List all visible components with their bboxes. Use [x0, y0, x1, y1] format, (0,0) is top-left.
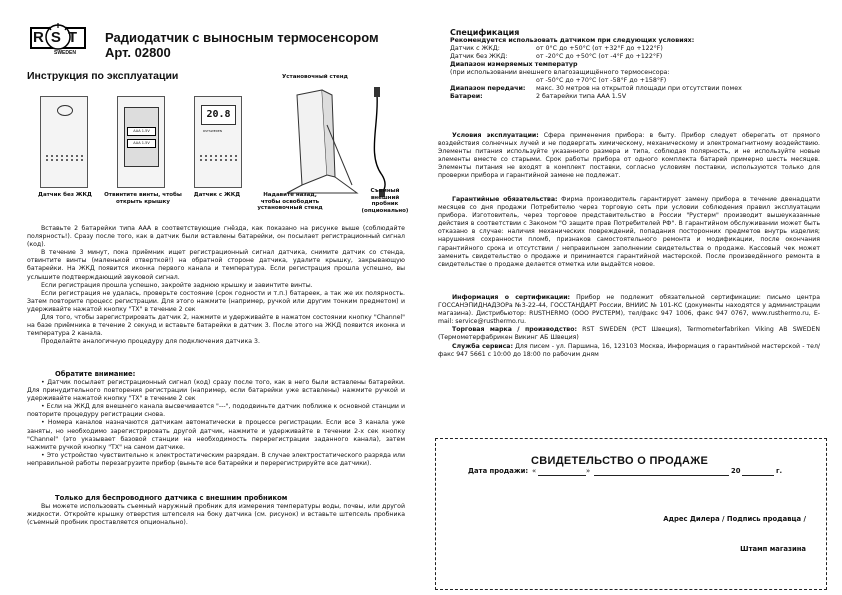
warranty-label: Гарантийные обязательства: [452, 196, 558, 203]
instructions-heading: Инструкция по эксплуатации [27, 70, 179, 82]
brand-logo [30, 20, 86, 64]
instructions-body [27, 225, 405, 346]
caption-hang: Надавите назад, чтобы освободить установочный стенд [257, 192, 323, 211]
logo-subtext: SWEDEN [54, 50, 76, 56]
spec-recommended: Рекомендуется использовать датчиком при следующих условиях: [450, 37, 695, 44]
instruction-paragraph: Для того, чтобы зарегистрировать датчик 2, нажмите и удерживайте в нажатом состоянии кнопку "Channel" на базе приёмника в течение 2 секунд и вставьте батарейки в датчик 3. После этого на ЖКД появится иконка и температура 2 канала. [27, 314, 405, 338]
quote-close: » [586, 467, 591, 475]
product-article: Арт. 02800 [105, 45, 171, 60]
spec-row: Датчик без ЖКД: от -20°C до +50°C (от -4°F до +122°F) [450, 53, 663, 60]
instruction-paragraph: Вставьте 2 батарейки типа ААА в соответствующие гнёзда, как показано на рисунке выше (соблюдайте полярность!). Сразу после того, как в датчик были вставлены батарейки, он посылает регистрационный сигнал (код). [27, 225, 405, 249]
service-label: Служба сервиса: [452, 342, 513, 350]
caption-sensor-no-lcd: Датчик без ЖКД [38, 192, 92, 198]
instruction-paragraph: В течение 3 минут, пока приёмник ищет регистрационный сигнал датчика, снимите датчик со стенда, отвинтите винты (маленькой отверткой!) на обратной стороне датчика, удалите крышку, закрывающую батарейки. На ЖКД появится иконка первого канала и температура. Если регистрация прошла успешно, вы услышите подтверждающий звуковой сигнал. [27, 249, 405, 281]
spec-block [450, 28, 830, 101]
spec-heading: Спецификация [450, 28, 520, 37]
attention-item: • Если на ЖКД для внешнего канала высвечивается "---", пододвиньте датчик поближе к основной станции и повторите процедуру регистрации снова. [27, 403, 405, 419]
sale-year-field[interactable] [742, 475, 774, 476]
certification-block [438, 294, 820, 359]
attention-item: • Это устройство чувствительно к электростатическим разрядам. В случае электростатического разряда или неправильной работы перезагрузите прибор (выньте все батарейки и перерегистрируйте все датчики). [27, 451, 405, 467]
sale-year-suffix: г. [776, 467, 783, 475]
stand-drawing [267, 85, 417, 200]
attention-item: • Датчик посылает регистрационный сигнал (код) сразу после того, как в него были вставлены батарейки. Для принудительного повторения регистрации (например, если батарейки уже вставлены) нажмите ручкой и удерживайте нажатой кнопку "TX" в течение 2 сек [27, 379, 405, 403]
sale-day-field[interactable] [538, 475, 586, 476]
attention-list [27, 379, 405, 468]
spec-range-heading: Диапазон измеряемых температур [450, 61, 578, 68]
spec-range-note: (при использовании внешнего влагозащищённого термосенсора: [450, 69, 670, 76]
service-text: Для писем - ул. Паршина, 16, 123103 Москва, Информация о гарантийной мастерской - тел/факс 947 5661 с 10:00 до 18:00 по рабочим дням [438, 342, 821, 358]
sale-month-field[interactable] [594, 475, 729, 476]
conditions-text: Сфера применения прибора: в быту. Прибор следует оберегать от прямого воздействия солнечных лучей и не подвергать химическому, механическому и электромагнитному воздействию. Элементы питания используйте указанного размера и типа, соблюдая полярность, и не используйте новые элементы вместе со старыми. Срок работы прибора от одного комплекта батарей примерно шесть месяцев. Элементы питания не входят в комплект поставки, согласно условиям поставки, используются только для проверки прибора и гарантийной замене не подлежат. [438, 132, 820, 180]
conditions-block [438, 132, 820, 181]
battery-1: AAA 1.5V [127, 127, 156, 136]
sensor-front-no-lcd [40, 96, 88, 188]
lcd-brand: RSTSWEDEN [203, 129, 223, 133]
spec-row: Диапазон передачи: макс. 30 метров на открытой площади при отсутствии помех [450, 85, 742, 92]
wireless-paragraph: Вы можете использовать съемный наружный пробник для измерения температуры воды, почвы, или другой жидкости. Откройте крышку отверстия штепселя на боку датчика (см. рисунок) и вставьте штепсель пробника (съемный пробник проставляется опционально). [27, 503, 405, 527]
conditions-label: Условия эксплуатации: [452, 132, 539, 139]
trademark-text: RST SWEDEN (РСТ Швеция), Termometerfabriken Viking AB SWEDEN (Термометерфабрикен Викинг АБ Швеция) [438, 326, 821, 342]
caption-unscrew: Отвинтите винты, чтобы открыть крышку [104, 192, 182, 205]
warranty-text: Фирма производитель гарантирует замену прибора в течение двенадцати месяцев со дня продажи Потребителю через торговую сеть при условии соблюдения правил эксплуатации прибора. Изготовитель, через торговое представительство в России "Рустерм" производит вышеуказанные действия в соответствии с Законом "О защите прав Потребителей РФ". В гарантийном обслуживании может быть отказано в случае: наличия механических повреждений, попадания посторонних предметов внутрь изделия; нарушения сохранности пломб, признаков самостоятельного ремонта и модификации, после окончания гарантийного срока и отсутствии / неправильном заполнении свидетельства о продаже. Кассовый чек может заменить свидетельство о продаже и принимается гарантийной мастерской. После произведённого ремонта в свидетельстве о продаже делается отметка или выдаётся новое. [438, 196, 821, 268]
product-title: Радиодатчик с выносным термосенсором [105, 30, 379, 45]
trademark-label: Торговая марка / производство: [452, 326, 577, 334]
lcd-display: 20.8 [201, 105, 236, 125]
spec-range-value: от -50°C до +70°C (от -58°F до +158°F) [536, 77, 667, 84]
wireless-text [27, 503, 405, 527]
sensor-back-open [117, 96, 165, 188]
spec-row: Батареи: 2 батарейки типа ААА 1.5V [450, 93, 627, 100]
caption-sensor-lcd: Датчик с ЖКД [193, 192, 241, 198]
caption-probe: Съемный внешний пробник (опционально) [361, 188, 409, 214]
stamp-label: Штамп магазина [740, 545, 806, 553]
sale-year-prefix: 20 [731, 467, 741, 475]
instruction-paragraph: Если регистрация не удалась, проверьте состояние (срок годности и т.п.) батареек, а так же их полярность. Затем повторите процесс регистрации. Для этого нажмите (например, ручкой или другим тонким предметом) и удерживайте нажатой кнопку "TX" в течение 2 сек [27, 289, 405, 313]
certification-label: Информация о сертификации: [452, 294, 571, 301]
caption-stand: Установочный стенд [282, 74, 348, 80]
battery-2: AAA 1.5V [127, 139, 156, 148]
spec-row: Датчик с ЖКД: от 0°C до +50°C (от +32°F до +122°F) [450, 45, 663, 52]
sale-certificate-title: СВИДЕТЕЛЬСТВО О ПРОДАЖЕ [531, 455, 709, 467]
logo-text: RST [33, 29, 84, 46]
wireless-heading: Только для беспроводного датчика с внешним пробником [55, 494, 288, 502]
warranty-block [438, 196, 820, 269]
instruction-paragraph: Проделайте аналогичную процедуру для подключения датчика 3. [41, 338, 260, 346]
sensor-front-lcd [194, 96, 242, 188]
certification-text: Прибор не подлежит обязательной сертификации: письмо центра ГОССАНЭПИДНАДЗОРа №3-22-44, ГОССТАНДАРТ России, ВНИИС № 101-КС (документы находятся у администрации магазина). Дистрибьютор: RUSTHERMO (ООО РУСТЕРМ), тел/факс 947 1006, факс 947 0767, www.rusthermo.ru, E-mail: service@rusthermo.ru. [438, 294, 820, 326]
sale-date-label: Дата продажи: [468, 467, 529, 475]
sale-certificate [435, 438, 827, 590]
attention-heading: Обратите внимание: [55, 370, 136, 378]
mini-logo-icon [57, 105, 73, 116]
dealer-label: Адрес Дилера / Подпись продавца / [663, 515, 806, 523]
quote-open: « [532, 467, 537, 475]
attention-item: • Номера каналов назначаются датчикам автоматически в процессе регистрации. Если все 3 канала уже заняты, но необходимо зарегистрировать другой датчик, нажмите и удерживайте в течении 2-х сек кнопку "Channel" (это указывает базовой станции на необходимость перерегистрации заданного канала), затем нажмите ручкой кнопку "TX" на самом датчике. [27, 419, 405, 451]
instruction-paragraph: Если регистрация прошла успешно, закройте заднюю крышку и завинтите винты. [41, 281, 313, 289]
